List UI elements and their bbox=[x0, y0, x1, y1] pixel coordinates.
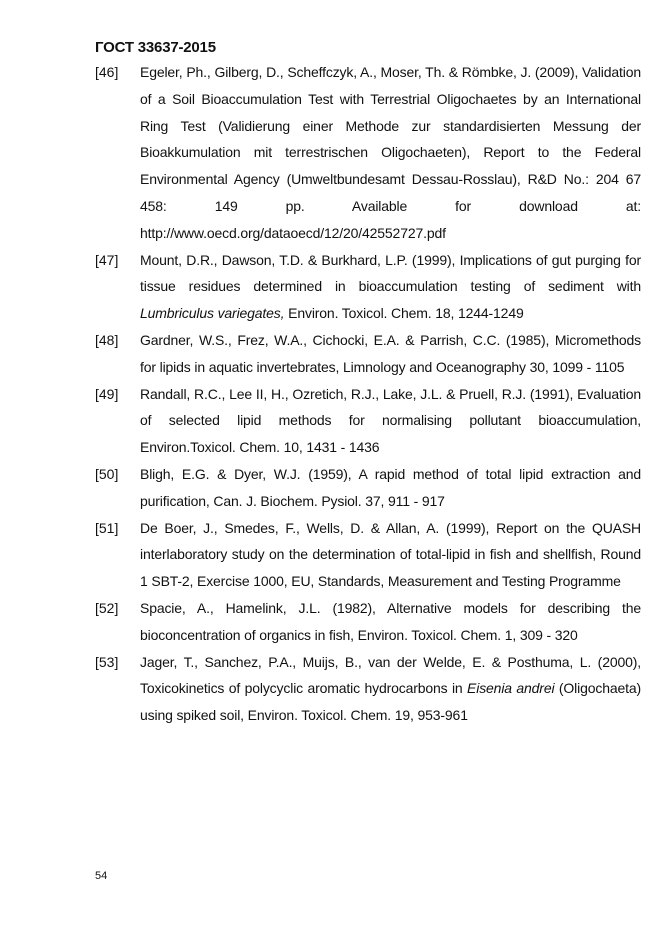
reference-text bbox=[140, 461, 641, 515]
page-number: 54 bbox=[95, 870, 108, 882]
reference-text-part: Environ. Toxicol. Chem. 18, 1244-1249 bbox=[284, 305, 524, 322]
reference-item bbox=[95, 649, 641, 729]
reference-item bbox=[95, 327, 641, 381]
reference-text-part: Jager, T., Sanchez, P.A., Muijs, B., van der Welde, E. & Posthuma, L. (2000), Toxicokinetics of polycyclic aromatic hydrocarbons in bbox=[140, 653, 641, 697]
reference-text-part: (Oligochaeta) using spiked soil, Environ. Toxicol. Chem. 19, 953-961 bbox=[140, 680, 641, 724]
reference-list bbox=[95, 59, 641, 729]
reference-text-part: Gardner, W.S., Frez, W.A., Cichocki, E.A. & Parrish, C.C. (1985), Micromethods for lipids in aquatic invertebrates, Limnology and Oceanography 30, 1099 - 1105 bbox=[140, 331, 641, 375]
reference-item bbox=[95, 59, 641, 247]
reference-item bbox=[95, 461, 641, 515]
reference-item bbox=[95, 247, 641, 327]
reference-text bbox=[140, 327, 641, 381]
reference-italic-text: Lumbriculus variegates, bbox=[140, 305, 285, 322]
reference-text-part: Randall, R.C., Lee II, H., Ozretich, R.J., Lake, J.L. & Pruell, R.J. (1991), Evaluation of selected lipid methods for normalising pollutant bioaccumulation, Environ.Toxicol. Chem. 10, 1431 - 1436 bbox=[140, 385, 641, 456]
reference-item bbox=[95, 515, 641, 595]
reference-text bbox=[140, 595, 641, 649]
reference-italic-text: Eisenia andrei bbox=[467, 680, 555, 697]
reference-number: [48] bbox=[95, 331, 119, 348]
reference-number: [52] bbox=[95, 599, 119, 616]
document-header: ГОСТ 33637-2015 bbox=[95, 39, 216, 56]
reference-number: [47] bbox=[95, 251, 119, 268]
reference-text bbox=[140, 515, 641, 595]
reference-text bbox=[140, 247, 641, 327]
reference-text bbox=[140, 381, 641, 461]
reference-text-part: Spacie, A., Hamelink, J.L. (1982), Alternative models for describing the bioconcentration of organics in fish, Environ. Toxicol. Chem. 1, 309 - 320 bbox=[140, 599, 641, 643]
reference-text-part: Bligh, E.G. & Dyer, W.J. (1959), A rapid method of total lipid extraction and purification, Can. J. Biochem. Pysiol. 37, 911 - 917 bbox=[140, 465, 641, 509]
reference-number: [51] bbox=[95, 519, 119, 536]
reference-text bbox=[140, 59, 641, 247]
reference-text-part: Mount, D.R., Dawson, T.D. & Burkhard, L.P. (1999), Implications of gut purging for tissue residues determined in bioaccumulation testing of sediment with bbox=[140, 251, 641, 295]
reference-text-part: De Boer, J., Smedes, F., Wells, D. & Allan, A. (1999), Report on the QUASH interlaboratory study on the determination of total-lipid in fish and shellfish, Round 1 SBT-2, Exercise 1000, EU, Standards, Measurement and Testing Programme bbox=[140, 519, 641, 590]
reference-number: [46] bbox=[95, 64, 119, 80]
reference-number: [49] bbox=[95, 385, 119, 402]
reference-item bbox=[95, 381, 641, 461]
reference-number: [50] bbox=[95, 465, 119, 482]
reference-item bbox=[95, 595, 641, 649]
reference-text-part: Egeler, Ph., Gilberg, D., Scheffczyk, A., Moser, Th. & Römbke, J. (2009), Validation of a Soil Bioaccumulation Test with Terrestrial Oligochaetes by an International Ring Test (Validierung einer Methode zur standardisierten Messung der Bioakkumulation mit terrestrischen Oligochaeten), Report to the Federal Environmental Agency (Umweltbundesamt Dessau-Rosslau), R&D No.: 204 67 458: 149 pp. Available for download at: http://www.oecd.org/dataoecd/12/20/42552727.pdf bbox=[140, 64, 641, 241]
reference-text bbox=[140, 649, 641, 729]
reference-number: [53] bbox=[95, 653, 119, 670]
